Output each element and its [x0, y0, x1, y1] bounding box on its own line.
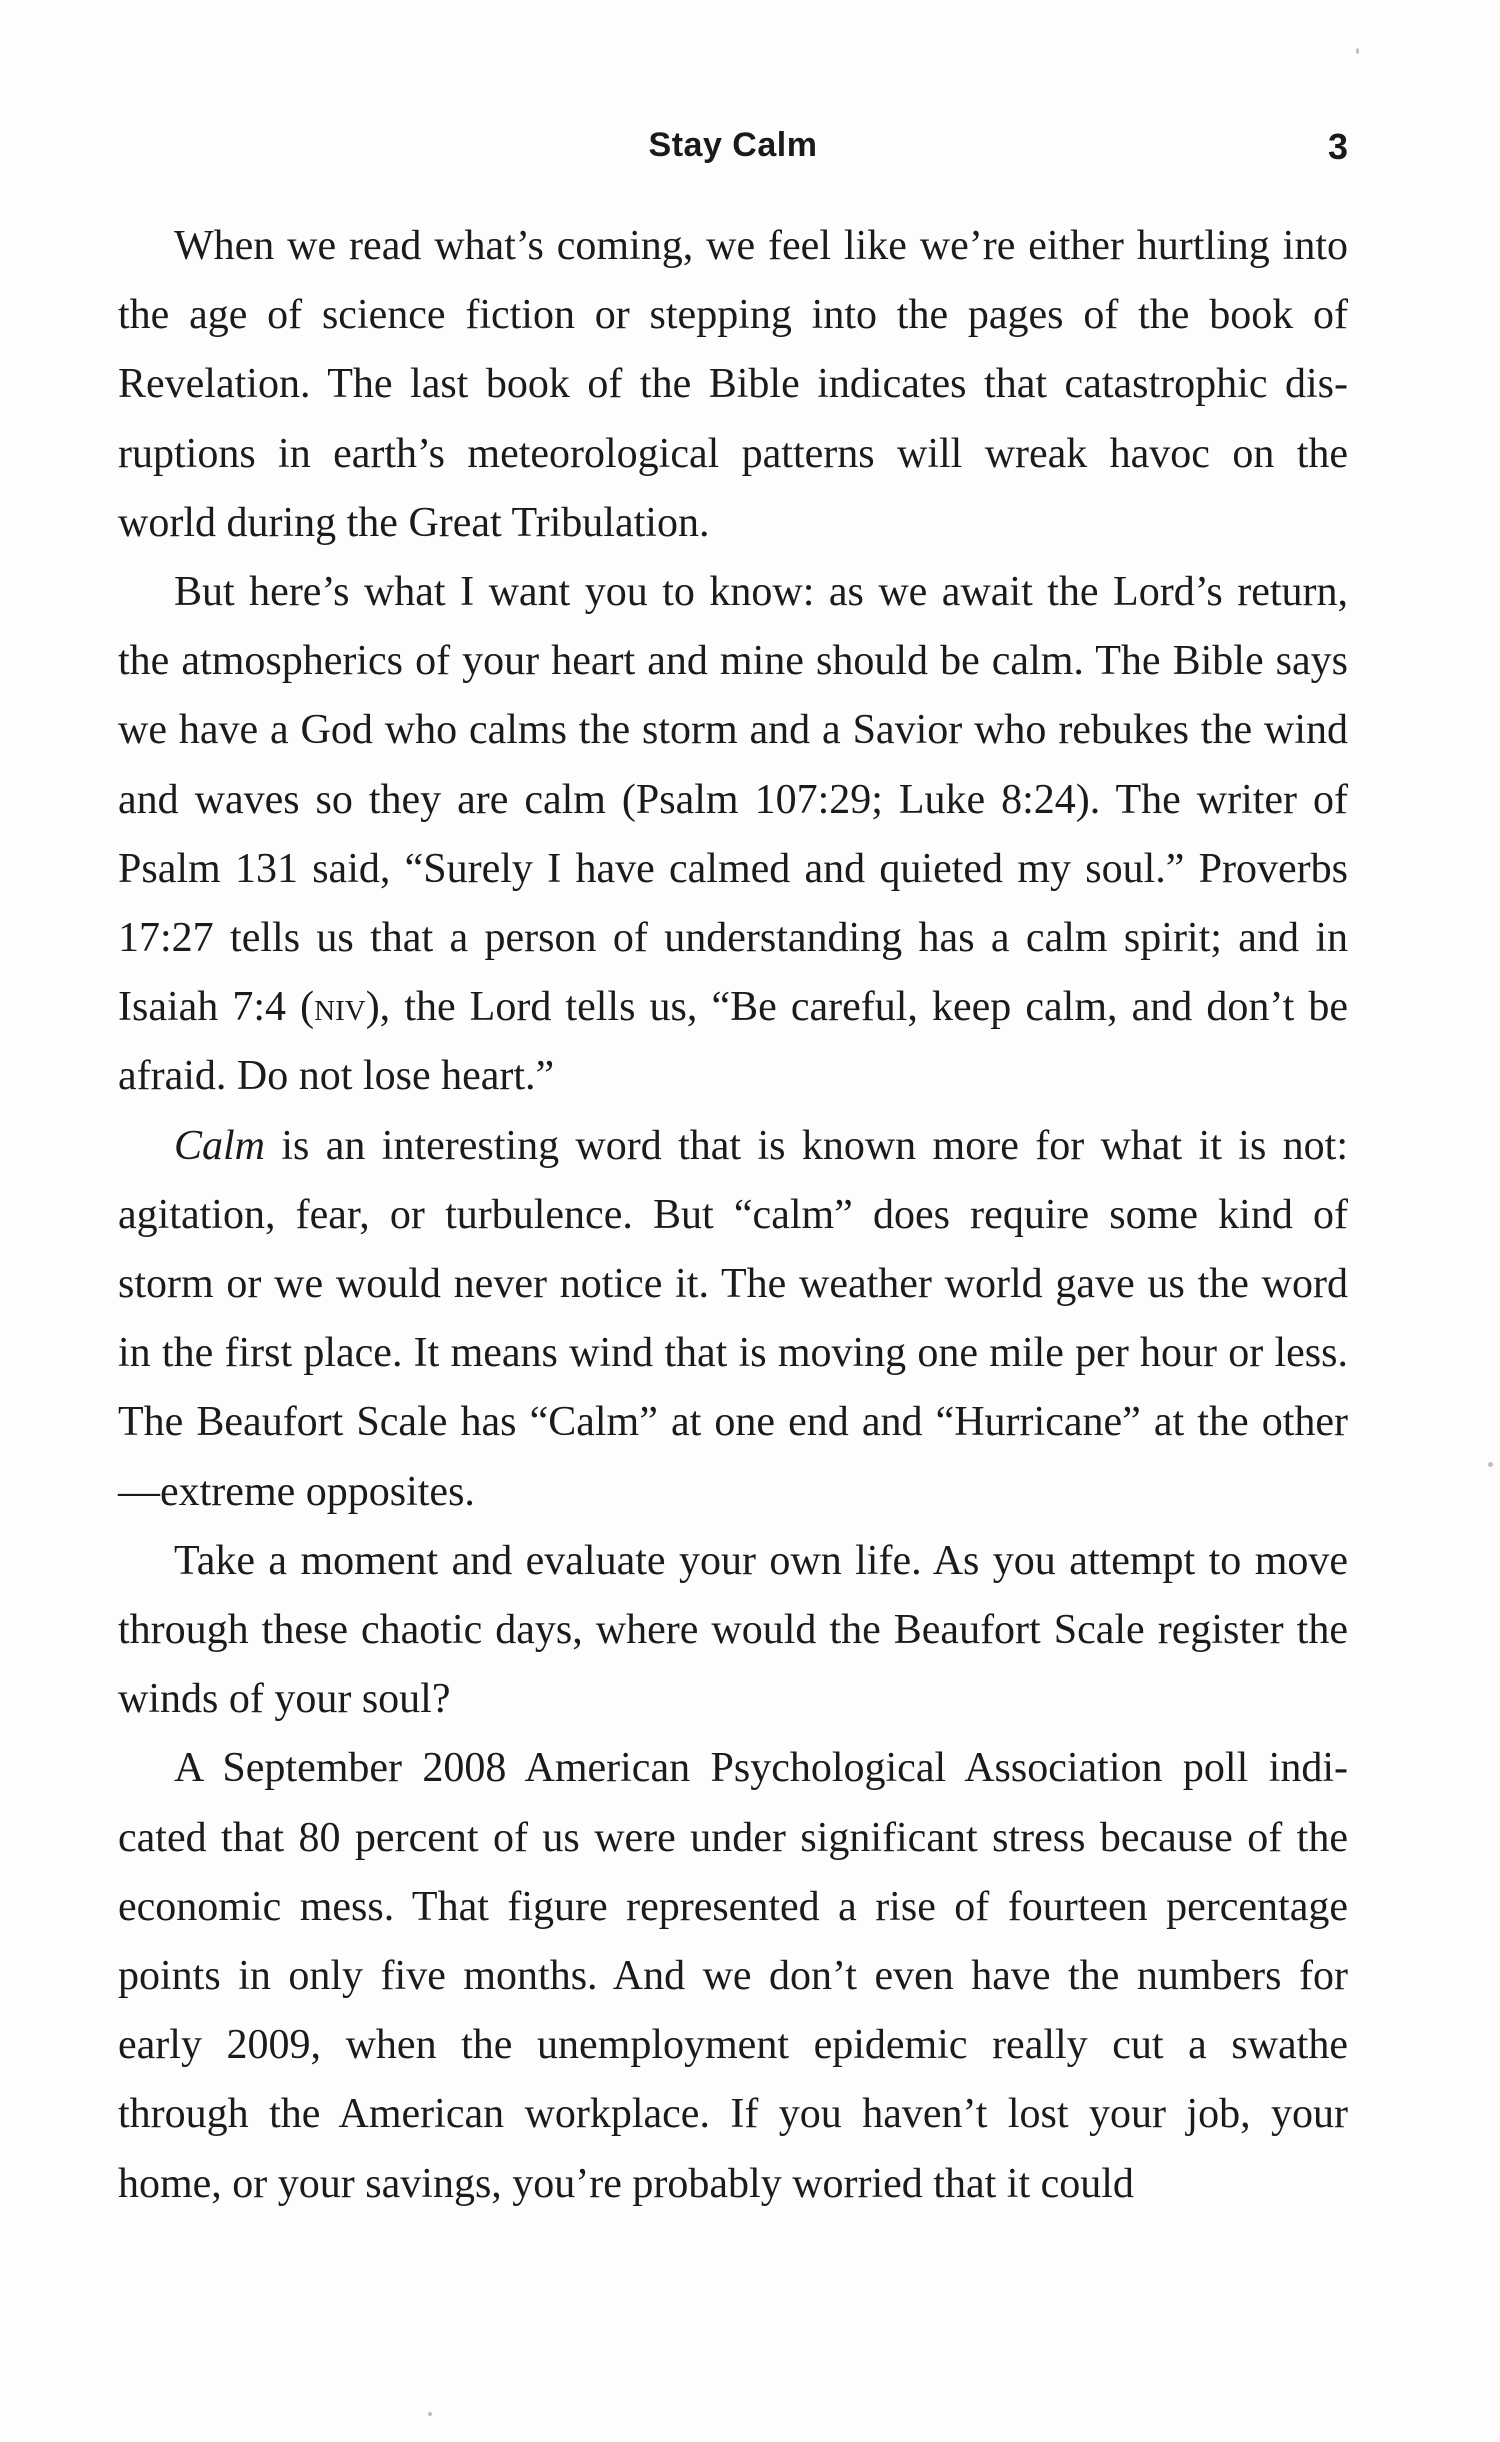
paragraph-4-text: Take a moment and evaluate your own life. As you attempt to move through these chaotic days, where would the Beaufort Scale register the winds of your soul?: [118, 1537, 1348, 1723]
paragraph-2-text-b: ), the Lord tells us, “Be careful, keep calm, and don’t be afraid. Do not lose heart.”: [118, 984, 1348, 1100]
scan-speck: [428, 2412, 432, 2416]
paragraph-3: [118, 1112, 1348, 1527]
chapter-title: Stay Calm: [648, 126, 818, 164]
paragraph-2: [118, 558, 1348, 1112]
scan-speck: [1356, 48, 1359, 54]
paragraph-1-text: When we read what’s coming, we feel like we’re either hurtling into the age of science fiction or stepping into the pages of the book of Revelation. The last book of the Bible indicates that catastrophic disruptions in earth’s meteorological patterns will wreak havoc on the world during the Great Tribulation.: [118, 223, 1348, 546]
page-number: 3: [1327, 126, 1348, 167]
paragraph-2-text-a: But here’s what I want you to know: as we await the Lord’s return, the atmospherics of your heart and mine should be calm. The Bible says we have a God who calms the storm and a Savior who rebukes the wind and waves so they are calm (Psalm 107:29; Luke 8:24). The writer of Psalm 131 said, “Surely I have calmed and quieted my soul.” Proverbs 17:27 tells us that a person of understanding has a calm spirit; and in Isaiah 7:4 (: [118, 569, 1348, 1031]
paragraph-3-text: is an interesting word that is known more for what it is not: agitation, fear, or turbulence. But “calm” does require some kind of storm or we would never notice it. The weather world gave us the word in the first place. It means wind that is moving one mile per hour or less. The Beaufort Scale has “Calm” at one end and “Hurricane” at the other—extreme opposites.: [118, 1122, 1348, 1515]
bible-version: niv: [314, 984, 366, 1031]
running-head: [118, 126, 1348, 182]
paragraph-5-text: A September 2008 American Psychological Association poll indicated that 80 percent of us were under significant stress because of the economic mess. That figure represented a rise of fourteen percentage points in only five months. And we don’t even have the numbers for early 2009, when the unemployment epidemic really cut a swathe through the American workplace. If you haven’t lost your job, your home, or your savings, you’re probably worried that it could: [118, 1745, 1348, 2207]
paragraph-4: [118, 1527, 1348, 1735]
italic-term: Calm: [174, 1122, 266, 1169]
paragraph-1: [118, 212, 1348, 558]
scan-speck: [1488, 1462, 1493, 1467]
paragraph-5: [118, 1734, 1348, 2218]
body-text: [118, 212, 1348, 2219]
